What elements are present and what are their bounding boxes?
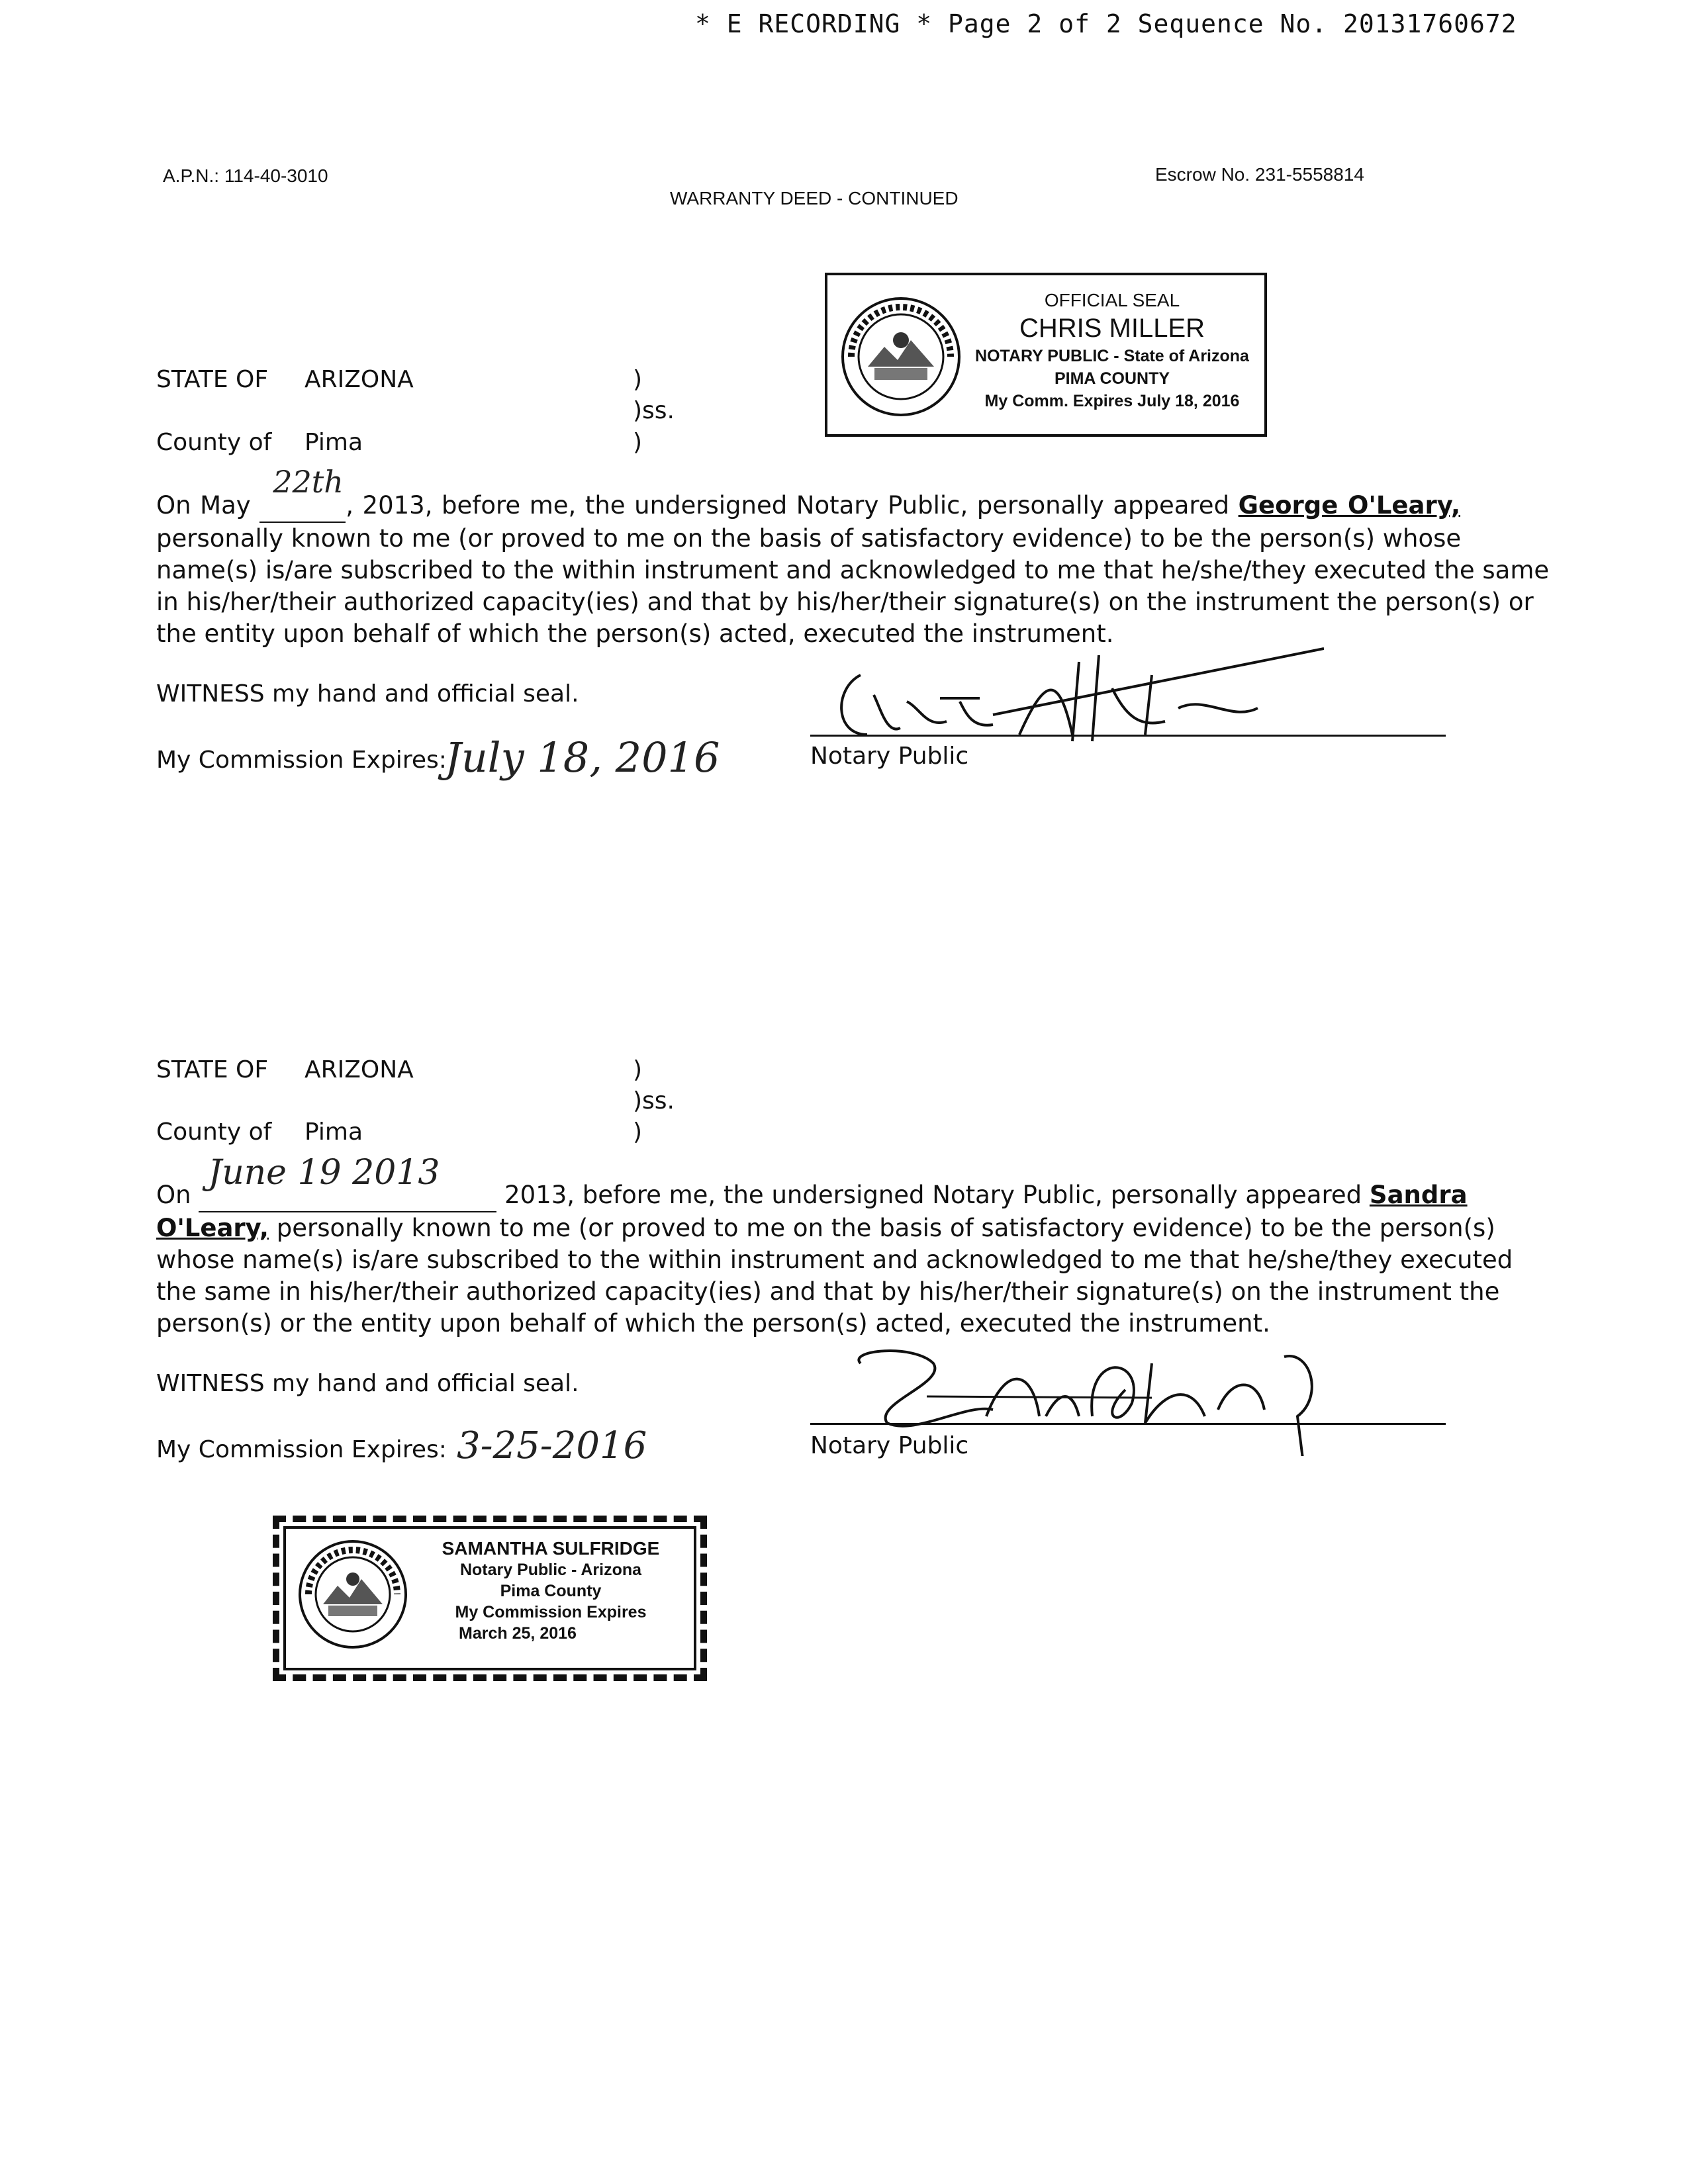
ack2-handwritten-date: June 19 2013 xyxy=(208,1153,440,1193)
seal1-line3: NOTARY PUBLIC - State of Arizona xyxy=(975,347,1249,365)
seal2-line2: Notary Public - Arizona xyxy=(459,1561,642,1579)
ack1-paren-bottom: ) xyxy=(633,429,643,456)
ack2-appeared-name-first: Sandra xyxy=(1369,1181,1468,1209)
ack1-state-value: ARIZONA xyxy=(305,366,414,393)
ack2-notary-label: Notary Public xyxy=(810,1432,969,1459)
ack2-signature-line xyxy=(810,1423,1446,1425)
ack1-line3: name(s) is/are subscribed to the within instrument and acknowledged to me that he/she/they executed the same xyxy=(156,556,1550,584)
ack2-county-value: Pima xyxy=(305,1118,363,1146)
seal2-county: Pima County xyxy=(500,1582,602,1600)
seal1-county: PIMA COUNTY xyxy=(1054,369,1170,388)
ack1-state-label: STATE OF xyxy=(156,366,269,393)
ack1-appeared-name: George O'Leary, xyxy=(1238,491,1461,520)
notary-signature-chris-miller xyxy=(821,635,1324,754)
seal2-notary-name: SAMANTHA SULFRIDGE xyxy=(442,1538,660,1559)
ack1-paragraph: On May 22th , 2013, before me, the undersigned Notary Public, personally appeared George O'Leary, personally known to me (or proved to me on the basis of satisfactory evidence) to be the person(s) whose name(s) is/are subscribed to the within instrument and acknowledged to me that he/she/they executed the same in his/her/their authorized capacity(ies) and that by his/her/their signature(s) on the instrument the person(s) or the entity upon behalf of which the person(s) acted, executed the instrument. xyxy=(156,490,1460,650)
ack1-county-value: Pima xyxy=(305,429,363,456)
ack1-paren-top: ) xyxy=(633,366,643,393)
ack2-appeared-name-last: O'Leary, xyxy=(156,1214,269,1242)
ack1-date-blank xyxy=(259,464,346,523)
ack1-handwritten-date: 22th xyxy=(273,464,344,500)
escrow-number: Escrow No. 231-5558814 xyxy=(1155,164,1364,185)
ack2-date-blank xyxy=(199,1153,496,1212)
ack2-witness: WITNESS my hand and official seal. xyxy=(156,1370,579,1397)
document-title: WARRANTY DEED - CONTINUED xyxy=(670,188,959,208)
ack2-state-value: ARIZONA xyxy=(305,1056,414,1083)
seal1-notary-name: CHRIS MILLER xyxy=(1019,314,1205,343)
arizona-state-seal-icon xyxy=(297,1538,409,1651)
ack1-line4: in his/her/their authorized capacity(ies) and that by his/her/their signature(s) on the instrument the person(s) or xyxy=(156,588,1534,616)
ack2-line5: person(s) or the entity upon behalf of which the person(s) acted, executed the instrument. xyxy=(156,1309,1270,1338)
notary-seal-chris-miller xyxy=(825,273,1267,437)
ack2-commission-handwritten: 3-25-2016 xyxy=(457,1424,647,1467)
ack2-paragraph: On June 19 2013 2013, before me, the undersigned Notary Public, personally appeared Sandra O'Leary, personally known to me (or proved to me on the basis of satisfactory evidence) to be the person(s) whose name(s) is/are subscribed to the within instrument and acknowledged to me that he/she/they executed the same in his/her/their authorized capacity(ies) and that by his/her/their signature(s) on the instrument the person(s) or the entity upon behalf of which the person(s) acted, executed the instrument. xyxy=(156,1179,1460,1340)
seal2-expires: March 25, 2016 xyxy=(459,1624,577,1643)
ack2-line3: whose name(s) is/are subscribed to the within instrument and acknowledged to me that he/she/they executed xyxy=(156,1246,1513,1274)
ack1-commission-handwritten: July 18, 2016 xyxy=(445,733,720,782)
recording-header: * E RECORDING * Page 2 of 2 Sequence No. 20131760672 xyxy=(695,9,1517,38)
seal2-line4: My Commission Expires xyxy=(455,1603,647,1621)
ack2-state-label: STATE OF xyxy=(156,1056,269,1083)
notary-seal-samantha-sulfridge xyxy=(273,1516,707,1681)
ack1-line5: the entity upon behalf of which the person(s) acted, executed the instrument. xyxy=(156,619,1114,648)
ack2-commission-label: My Commission Expires: xyxy=(156,1436,447,1463)
ack1-county-label: County of xyxy=(156,429,272,456)
ack1-line2: personally known to me (or proved to me on the basis of satisfactory evidence) to be the person(s) whose xyxy=(156,524,1462,553)
seal1-line1: OFFICIAL SEAL xyxy=(1044,290,1180,310)
ack2-paren-ss: )ss. xyxy=(633,1087,675,1115)
ack1-signature-line xyxy=(810,735,1446,737)
ack2-paren-top: ) xyxy=(633,1056,643,1083)
arizona-state-seal-icon xyxy=(838,294,964,420)
ack1-commission-label: My Commission Expires: xyxy=(156,747,447,774)
ack2-county-label: County of xyxy=(156,1118,272,1146)
seal1-expires: My Comm. Expires July 18, 2016 xyxy=(984,392,1240,410)
ack1-witness: WITNESS my hand and official seal. xyxy=(156,680,579,707)
apn-label: A.P.N.: 114-40-3010 xyxy=(163,165,328,186)
ack1-notary-label: Notary Public xyxy=(810,743,969,770)
ack1-paren-ss: )ss. xyxy=(633,397,675,424)
ack2-line2: personally known to me (or proved to me on the basis of satisfactory evidence) to be the person(s) xyxy=(276,1214,1495,1242)
ack2-paren-bottom: ) xyxy=(633,1118,643,1146)
ack2-line4: the same in his/her/their authorized capacity(ies) and that by his/her/their signature(s) on the instrument the xyxy=(156,1277,1500,1306)
